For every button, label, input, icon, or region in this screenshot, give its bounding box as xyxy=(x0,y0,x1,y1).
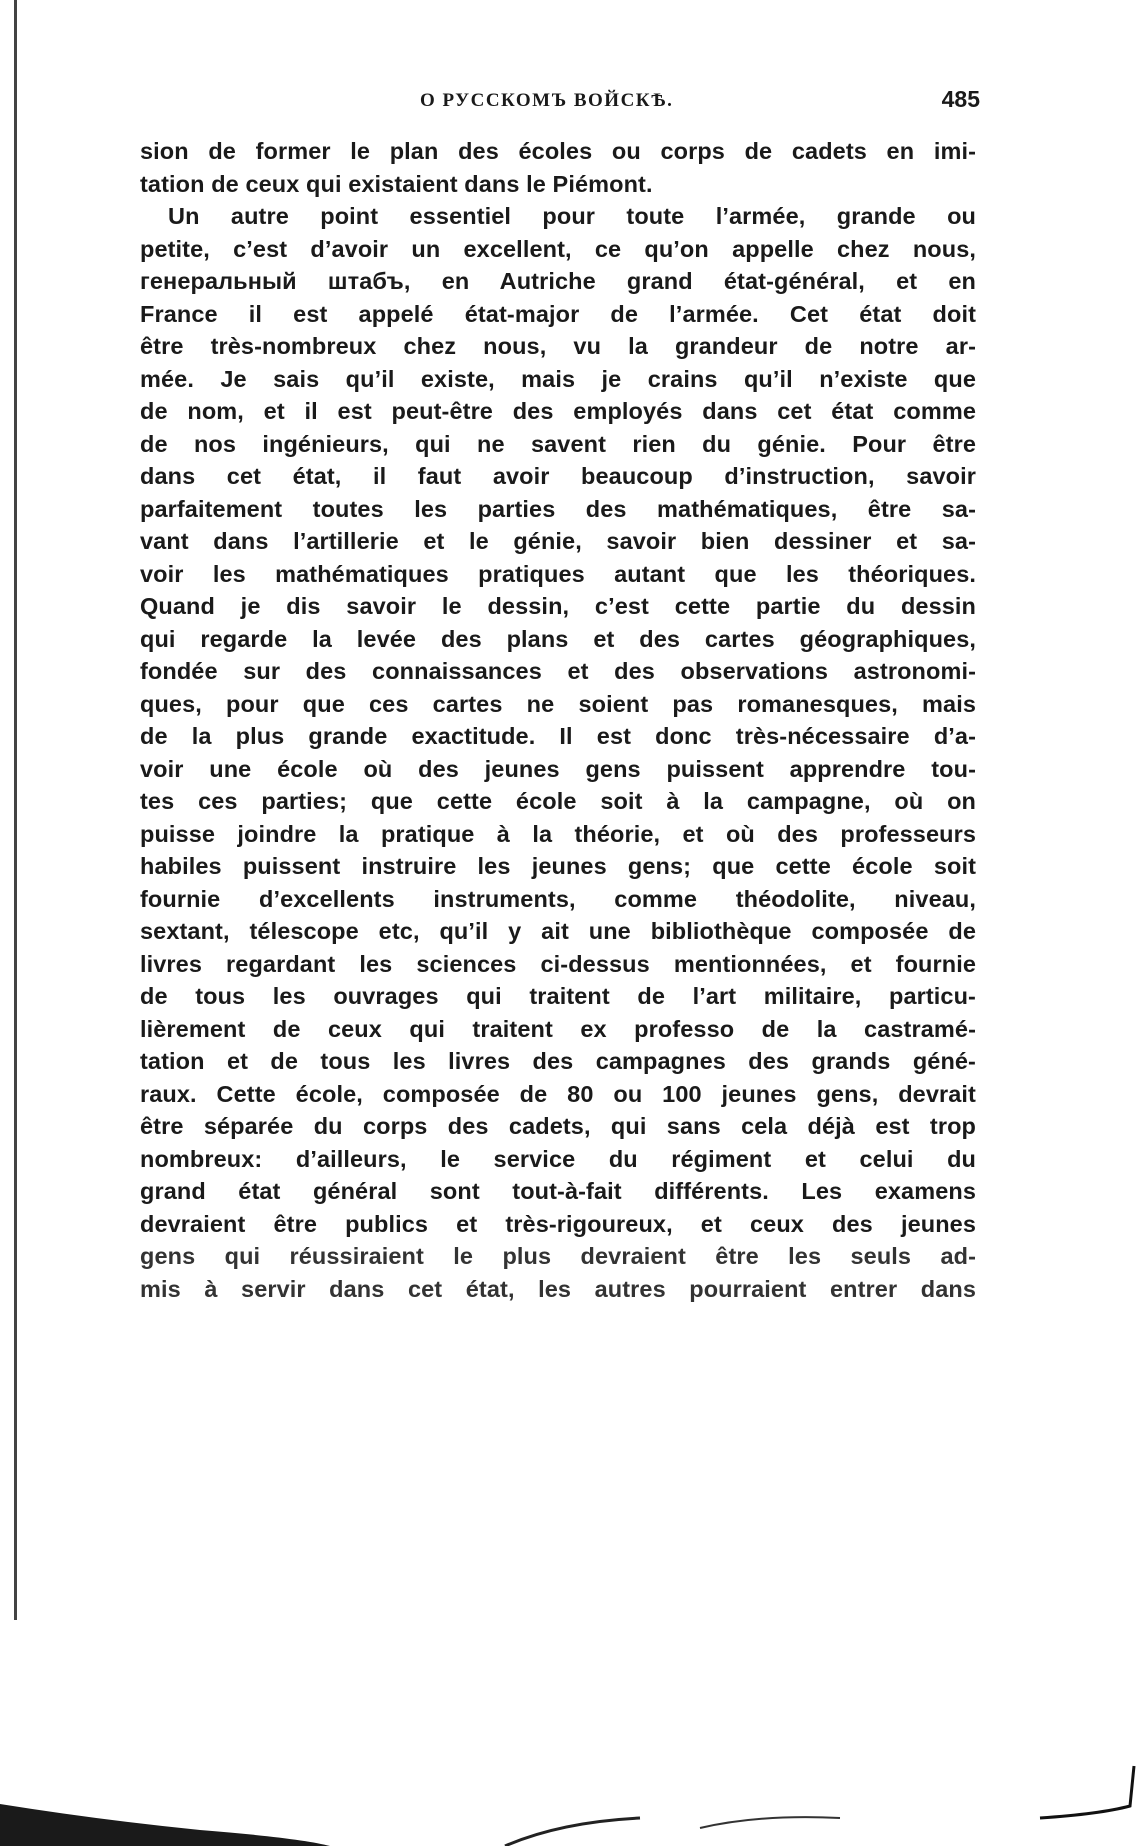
text-line: parfaitement toutes les parties des mathématiques, être sa- xyxy=(140,495,976,522)
text-line: fournie d’excellents instruments, comme théodolite, niveau, xyxy=(140,885,976,912)
text-line: petite, c’est d’avoir un excellent, ce qu’on appelle chez nous, xyxy=(140,235,976,262)
running-title: О РУССКОМЪ ВОЙСКѢ. xyxy=(420,90,674,111)
text-line: генеральный штабъ, en Autriche grand état-général, et en xyxy=(140,268,976,294)
text-line: de la plus grande exactitude. Il est donc très-nécessaire d’a- xyxy=(140,723,976,749)
text-line: sion de former le plan des écoles ou corps de cadets en imi- xyxy=(140,138,976,164)
text-line: gens qui réussiraient le plus devraient être les seuls ad- xyxy=(140,1243,976,1269)
text-line: qui regarde la levée des plans et des cartes géographiques, xyxy=(140,625,976,652)
text-line: de nos ingénieurs, qui ne savent rien du génie. Pour être xyxy=(140,430,976,457)
text-line: lièrement de ceux qui traitent ex professo de la castramé- xyxy=(140,1015,976,1042)
text-line: de tous les ouvrages qui traitent de l’art militaire, particu- xyxy=(140,983,976,1009)
text-line: voir une école où des jeunes gens puissent apprendre tou- xyxy=(140,755,976,782)
text-line: France il est appelé état-major de l’armée. Cet état doit xyxy=(140,300,976,327)
text-line: mis à servir dans cet état, les autres pourraient entrer dans xyxy=(140,1275,976,1302)
text-line: habiles puissent instruire les jeunes gens; que cette école soit xyxy=(140,853,976,879)
text-line: voir les mathématiques pratiques autant que les théoriques. xyxy=(140,560,976,587)
text-line: être très-nombreux chez nous, vu la grandeur de notre ar- xyxy=(140,333,976,359)
text-line: Un autre point essentiel pour toute l’armée, grande ou xyxy=(168,203,976,229)
text-line: être séparée du corps des cadets, qui sans cela déjà est trop xyxy=(140,1113,976,1139)
text-line: de nom, et il est peut-être des employés dans cet état comme xyxy=(140,398,976,424)
text-line: puisse joindre la pratique à la théorie, et où des professeurs xyxy=(140,820,976,847)
text-line: ques, pour que ces cartes ne soient pas romanesques, mais xyxy=(140,690,976,717)
text-line: nombreux: d’ailleurs, le service du régiment et celui du xyxy=(140,1145,976,1172)
text-line: tes ces parties; que cette école soit à la campagne, où on xyxy=(140,788,976,814)
text-line: dans cet état, il faut avoir beaucoup d’instruction, savoir xyxy=(140,463,976,489)
page-edge-shadow xyxy=(0,1726,1140,1846)
page-number: 485 xyxy=(941,86,980,112)
text-line: tation de ceux qui existaient dans le Piémont. xyxy=(140,170,653,197)
text-line: sextant, télescope etc, qu’il y ait une bibliothèque composée de xyxy=(140,918,976,944)
text-line: grand état général sont tout-à-fait différents. Les examens xyxy=(140,1178,976,1204)
text-line: tation et de tous les livres des campagnes des grands géné- xyxy=(140,1048,976,1074)
text-line: livres regardant les sciences ci-dessus mentionnées, et fournie xyxy=(140,950,976,977)
text-line: devraient être publics et très-rigoureux, et ceux des jeunes xyxy=(140,1210,976,1237)
body-text xyxy=(140,135,976,1305)
bottom-left-shadow xyxy=(0,1804,330,1846)
bottom-curve-mark xyxy=(505,1818,640,1846)
bottom-curve-mark xyxy=(700,1817,840,1828)
text-line: fondée sur des connaissances et des observations astronomi- xyxy=(140,658,976,684)
page-binding-edge xyxy=(14,0,17,1620)
text-line: Quand je dis savoir le dessin, c’est cette partie du dessin xyxy=(140,593,976,619)
text-line: mée. Je sais qu’il existe, mais je crains qu’il n’existe que xyxy=(140,365,976,392)
running-head xyxy=(140,86,980,120)
text-line: raux. Cette école, composée de 80 ou 100 jeunes gens, devrait xyxy=(140,1080,976,1107)
text-line: vant dans l’artillerie et le génie, savoir bien dessiner et sa- xyxy=(140,528,976,554)
bottom-right-mark xyxy=(1040,1766,1134,1818)
